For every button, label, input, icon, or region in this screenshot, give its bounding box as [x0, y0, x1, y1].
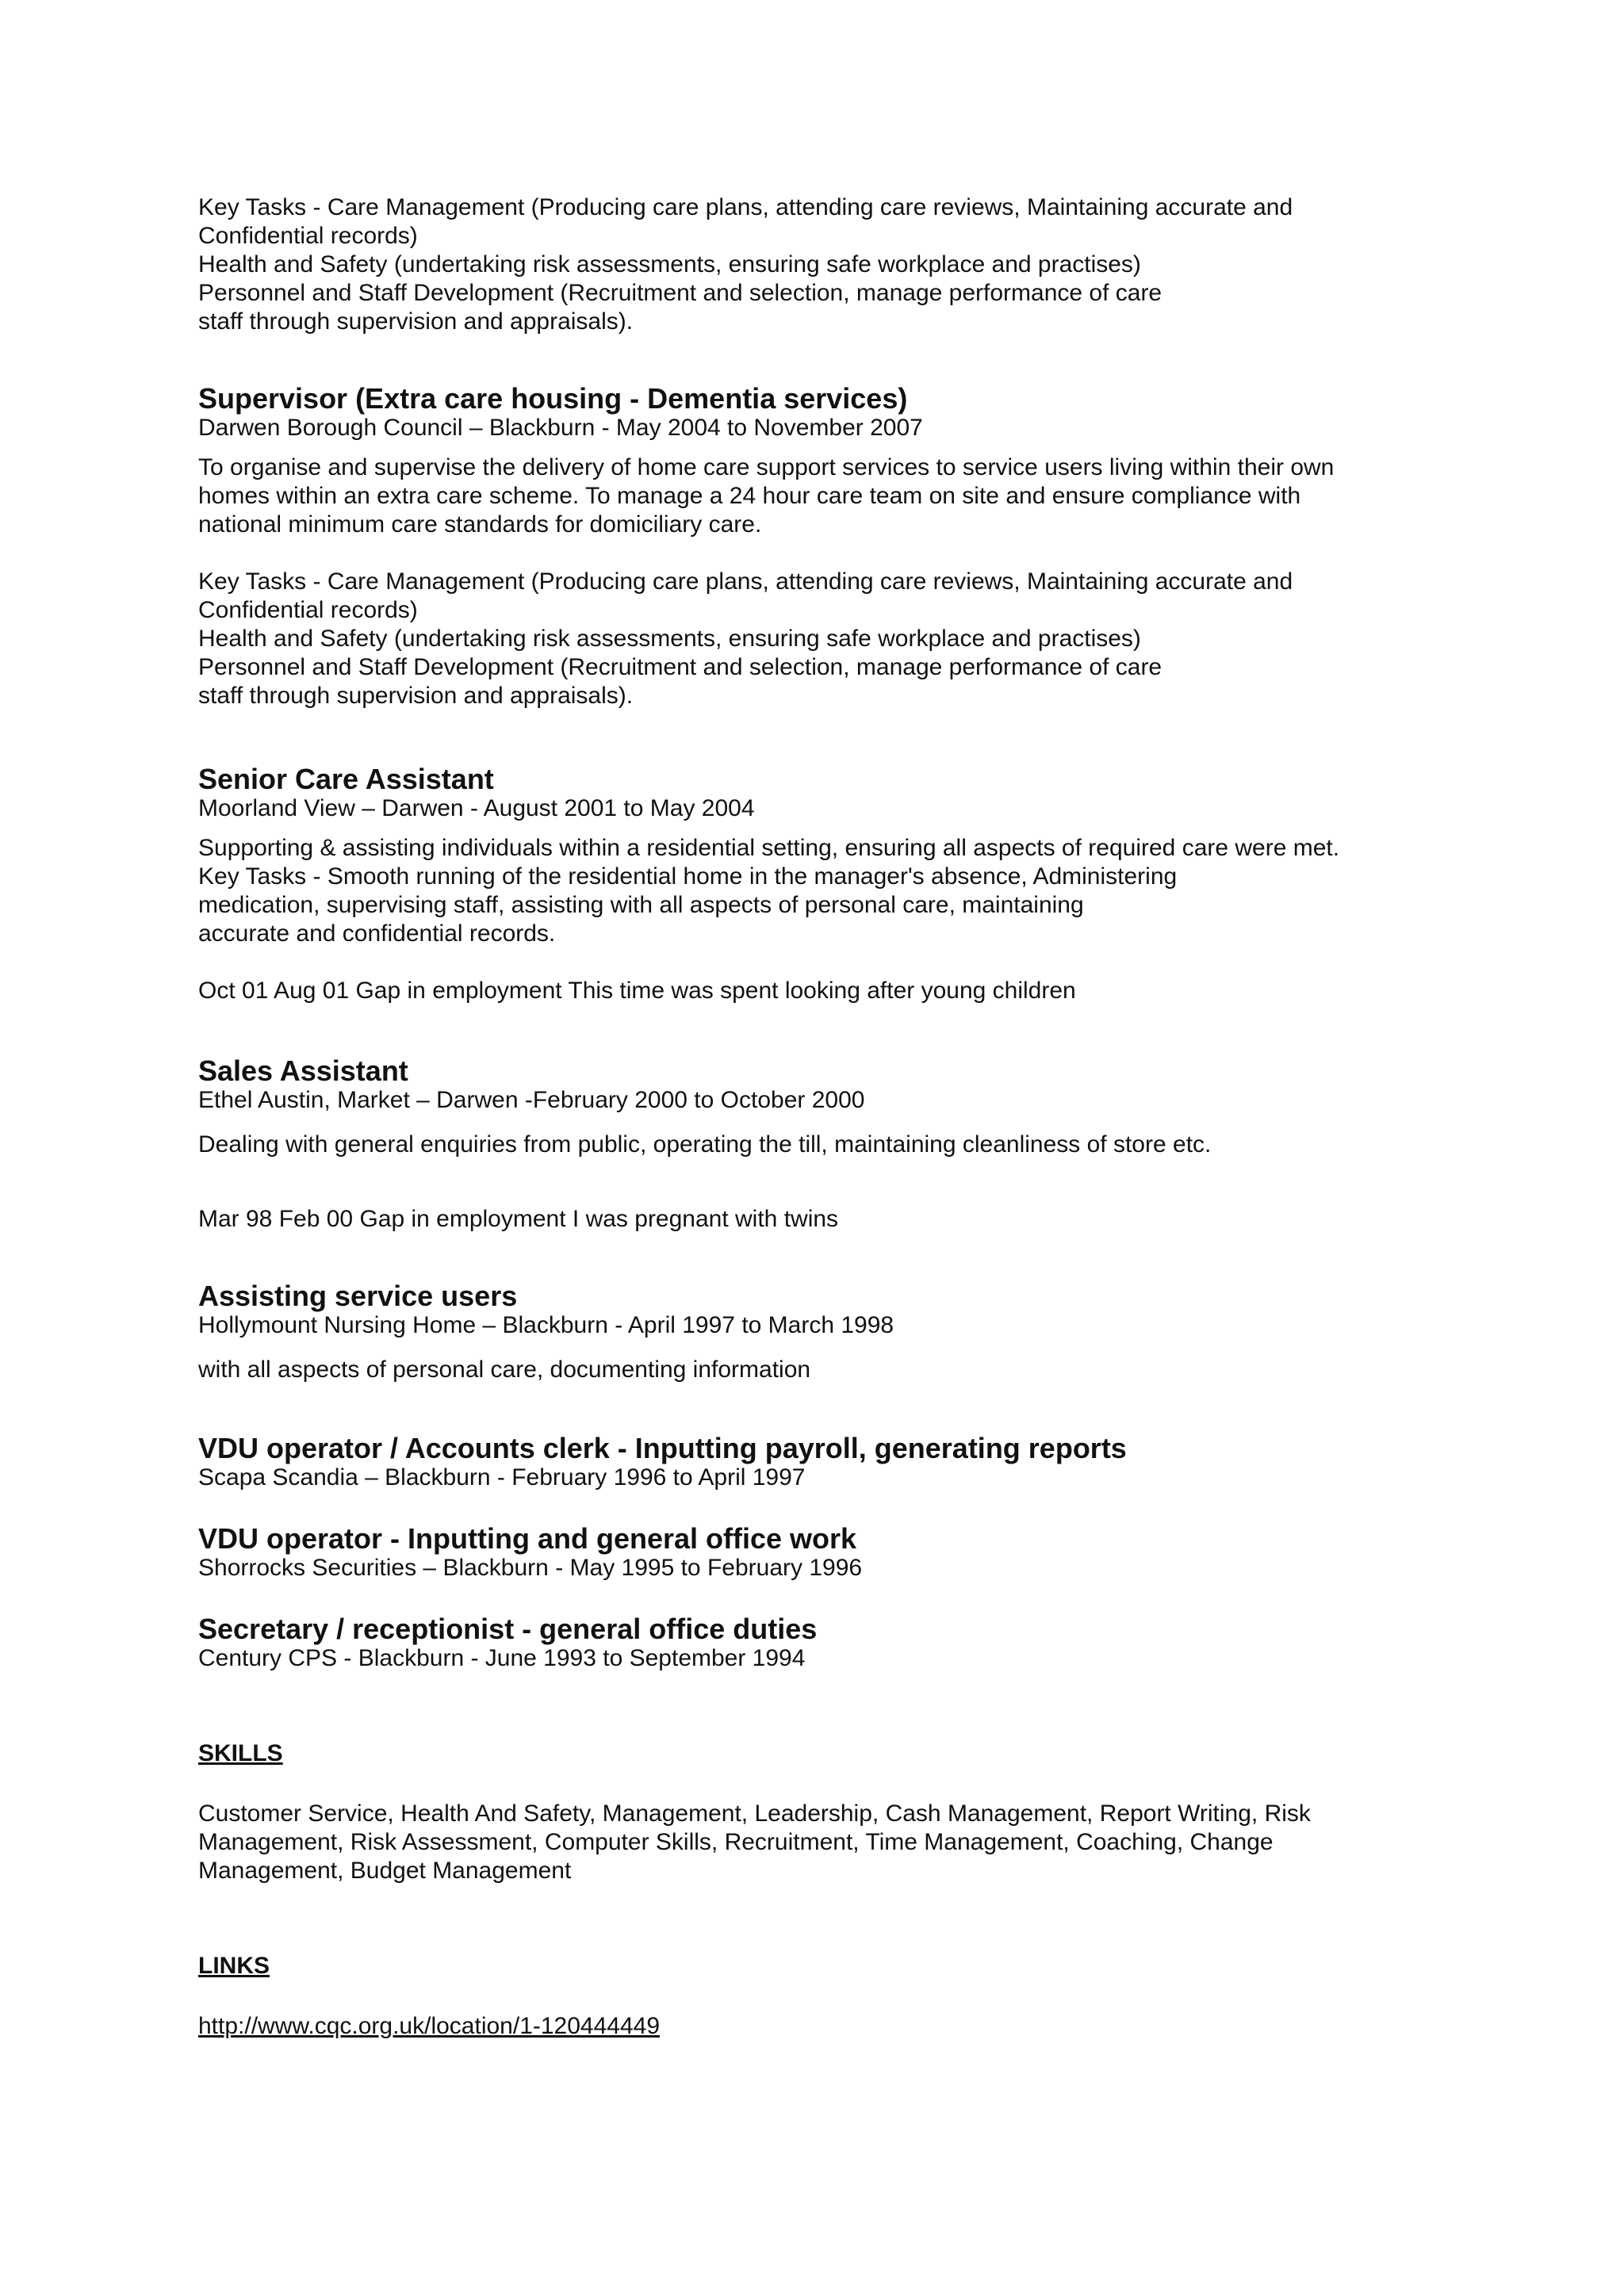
employment-gap: Oct 01 Aug 01 Gap in employment This time was spent looking after young children [198, 978, 1076, 1004]
intro-task-line: staff through supervision and appraisals). [198, 308, 634, 335]
job-senior-care-assistant [198, 764, 1339, 1005]
job-employer: Hollymount Nursing Home – Blackburn - April 1997 to March 1998 [198, 1312, 894, 1338]
intro-task-line: Confidential records) [198, 223, 418, 249]
job-description-line: homes within an extra care scheme. To manage a 24 hour care team on site and ensure compliance with [198, 483, 1301, 509]
links-section [198, 1952, 660, 2041]
job-description-line: accurate and confidential records. [198, 920, 556, 947]
job-task-line: Health and Safety (undertaking risk assessments, ensuring safe workplace and practises) [198, 626, 1141, 652]
intro-key-tasks [198, 193, 1293, 336]
job-task-line: Confidential records) [198, 597, 418, 623]
skills-section [198, 1739, 1311, 1885]
job-description-line: Supporting & assisting individuals within a residential setting, ensuring all aspects of required care were met. [198, 835, 1340, 861]
job-title: VDU operator / Accounts clerk - Inputting payroll, generating reports [198, 1432, 1127, 1464]
job-description-line: Key Tasks - Smooth running of the residential home in the manager's absence, Administering [198, 863, 1178, 890]
job-assisting-service-users [198, 1281, 894, 1384]
job-title: Senior Care Assistant [198, 763, 494, 795]
job-description-line: medication, supervising staff, assisting with all aspects of personal care, maintaining [198, 892, 1084, 918]
skills-line: Customer Service, Health And Safety, Management, Leadership, Cash Management, Report Writing, Risk [198, 1800, 1311, 1827]
job-title: Secretary / receptionist - general office duties [198, 1613, 818, 1645]
job-description-line: Dealing with general enquiries from public, operating the till, maintaining cleanliness of store etc. [198, 1131, 1212, 1158]
skills-heading: SKILLS [198, 1740, 283, 1766]
job-vdu-operator [198, 1524, 862, 1582]
intro-task-line: Personnel and Staff Development (Recruitment and selection, manage performance of care [198, 280, 1162, 306]
job-employer: Shorrocks Securities – Blackburn - May 1995 to February 1996 [198, 1555, 863, 1581]
job-task-line: Personnel and Staff Development (Recruitment and selection, manage performance of care [198, 654, 1162, 680]
intro-task-line: Health and Safety (undertaking risk assessments, ensuring safe workplace and practises) [198, 251, 1141, 277]
job-title: Assisting service users [198, 1280, 518, 1312]
job-sales-assistant [198, 1056, 1211, 1234]
job-description-line: with all aspects of personal care, documenting information [198, 1357, 811, 1383]
job-employer: Scapa Scandia – Blackburn - February 1996 to April 1997 [198, 1464, 806, 1490]
job-vdu-accounts-clerk [198, 1433, 1127, 1492]
job-task-line: Key Tasks - Care Management (Producing care plans, attending care reviews, Maintaining accurate and [198, 568, 1293, 595]
cqc-link[interactable]: http://www.cqc.org.uk/location/1-120444449 [198, 2013, 661, 2039]
skills-line: Management, Risk Assessment, Computer Skills, Recruitment, Time Management, Coaching, Change [198, 1829, 1274, 1855]
job-title: Supervisor (Extra care housing - Dementia services) [198, 382, 908, 415]
job-employer: Ethel Austin, Market – Darwen -February 2000 to October 2000 [198, 1087, 865, 1113]
job-description-line: national minimum care standards for domiciliary care. [198, 511, 762, 538]
job-title: Sales Assistant [198, 1054, 408, 1087]
employment-gap: Mar 98 Feb 00 Gap in employment I was pregnant with twins [198, 1206, 839, 1232]
job-task-line: staff through supervision and appraisals). [198, 683, 634, 709]
job-description-line: To organise and supervise the delivery of home care support services to service users living within their own [198, 454, 1335, 480]
intro-task-line: Key Tasks - Care Management (Producing care plans, attending care reviews, Maintaining accurate and [198, 194, 1293, 220]
links-heading: LINKS [198, 1953, 270, 1979]
job-employer: Century CPS - Blackburn - June 1993 to September 1994 [198, 1645, 806, 1671]
job-title: VDU operator - Inputting and general office work [198, 1522, 857, 1555]
job-secretary-receptionist [198, 1614, 817, 1673]
skills-line: Management, Budget Management [198, 1858, 572, 1884]
job-supervisor [198, 384, 1334, 710]
job-employer: Darwen Borough Council – Blackburn - May 2004 to November 2007 [198, 415, 923, 441]
job-employer: Moorland View – Darwen - August 2001 to May 2004 [198, 795, 755, 821]
